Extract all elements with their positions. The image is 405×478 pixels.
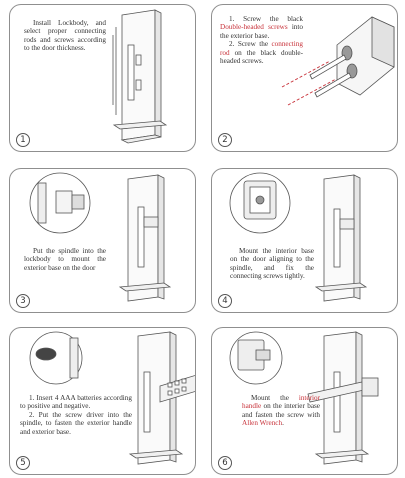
instruction-text: 1. Screw the black [229,15,303,23]
step-6-text [242,394,320,428]
interior-base-illustration [212,169,398,313]
instruction-text: on the interier base and fasten the screw with [242,402,320,419]
highlighted-term: Double-headed screws [220,23,288,32]
step-3-paragraph [24,247,106,272]
step-4-paragraph [230,247,314,281]
instruction-text: 2. Screw the [229,40,272,49]
step-1-number: 1 [16,133,30,147]
step-2-paragraph [220,40,303,65]
step-3-number: 3 [16,294,30,308]
spindle-mount-illustration [10,169,196,313]
step-6-number: 6 [218,456,232,470]
highlighted-term: interior handle [242,394,320,411]
step-6-paragraph [242,394,320,428]
instruction-text: into the exterior base. [220,23,303,40]
step-4-panel [211,168,398,313]
step-5-paragraph [20,411,132,436]
step-2-number: 2 [218,133,232,147]
step-5-panel [9,327,196,475]
step-4-text [230,247,314,281]
step-2-paragraph [220,15,303,40]
step-3-panel [9,168,196,313]
instruction-text: Mount the interior base on the door aligning to the spindle, and fix the connecting screws tightly. [230,247,314,281]
step-1-panel [9,4,196,152]
instruction-text: 2. Put the screw driver into the spindle, to fasten the exterior handle and exterior base. [20,410,132,436]
step-6-panel [211,327,398,475]
step-5-paragraph [20,394,132,411]
instruction-text: Mount the [251,394,299,402]
step-2-text [220,15,303,65]
highlighted-term: Allen Wrench [242,419,283,428]
instruction-text: on the black double-headed screws. [220,48,303,66]
step-2-panel [211,4,398,152]
step-1-paragraph [24,19,106,53]
instruction-text: Install Lockbody, and select proper connecting rods and screws according to the door thickness. [24,19,106,53]
highlighted-term: connecting rod [220,40,303,57]
step-4-number: 4 [218,294,232,308]
instruction-text: Put the spindle into the lockbody to mount the exterior base on the door [24,247,106,272]
step-5-number: 5 [16,456,30,470]
step-5-text [20,394,132,436]
step-3-text [24,247,106,272]
step-1-text [24,19,106,53]
instruction-text: 1. Insert 4 AAA batteries according to positive and negative. [20,394,132,411]
instruction-text: . [282,419,284,428]
